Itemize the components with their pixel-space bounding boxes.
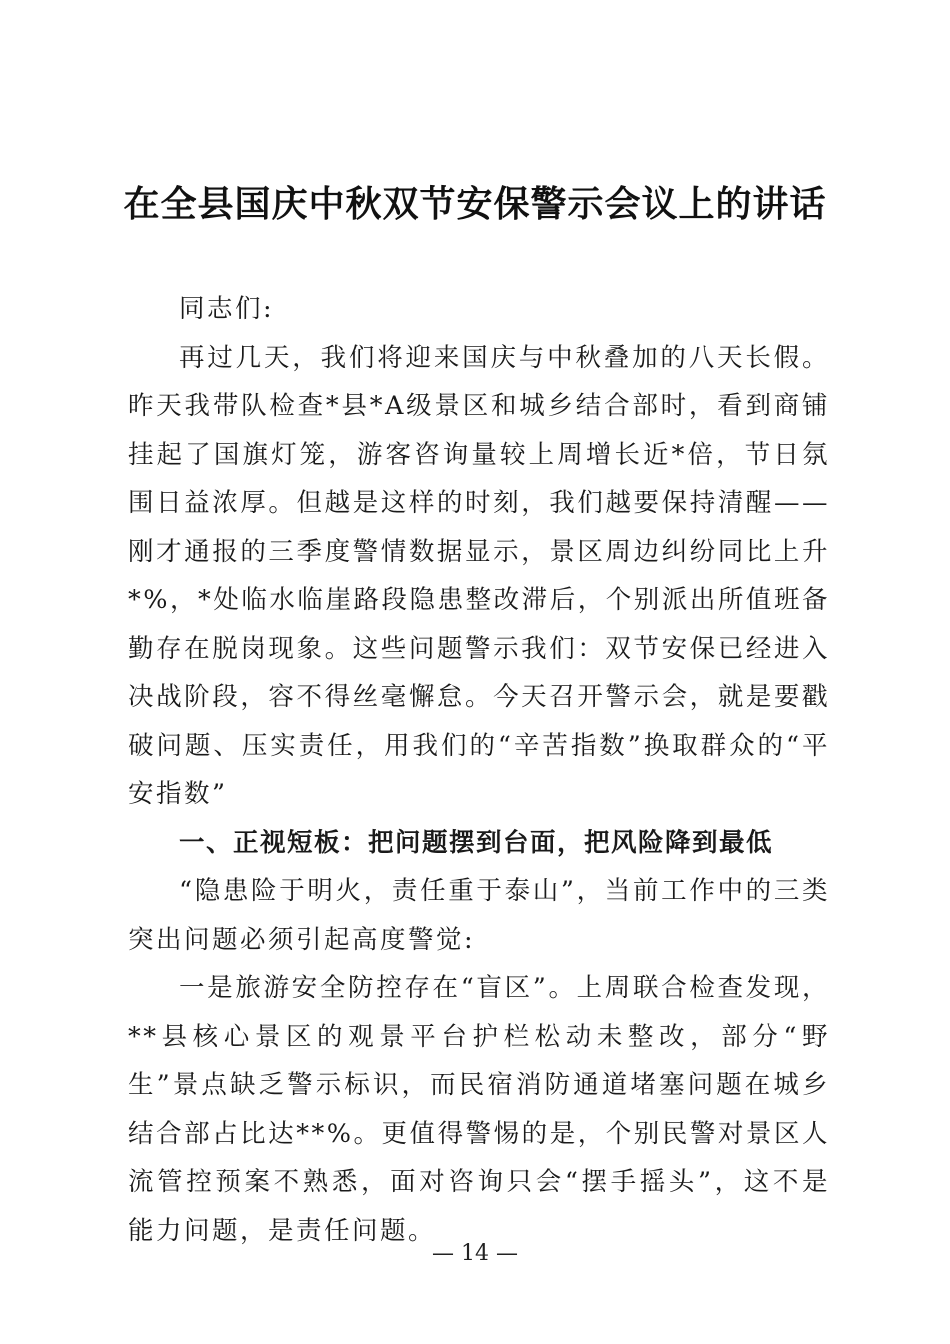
paragraph-quote: “隐患险于明火，责任重于泰山”，当前工作中的三类突出问题必须引起高度警觉:	[128, 876, 830, 955]
salutation: 同志们:	[179, 294, 275, 324]
paragraph-point-one: 一是旅游安全防控存在“盲区”。上周联合检查发现，**县核心景区的观景平台护栏松动未整改，部分“野生”景点缺乏警示标识，而民宿消防通道堵塞问题在城乡结合部占比达**%。更值得警惕的是，个别民警对景区人流管控预案不熟悉，面对咨询只会“摆手摇头”，这不是能力问题，是责任问题。	[128, 973, 830, 1246]
document-body	[128, 285, 830, 1255]
section-heading: 一、正视短板：把问题摆到台面，把风险降到最低	[179, 827, 774, 858]
paragraph-intro: 再过几天，我们将迎来国庆与中秋叠加的八天长假。昨天我带队检查*县*A级景区和城乡结合部时，看到商铺挂起了国旗灯笼，游客咨询量较上周增长近*倍，节日氛围日益浓厚。但越是这样的时刻，我们越要保持清醒——刚才通报的三季度警情数据显示，景区周边纠纷同比上升*%，*处临水临崖路段隐患整改滞后，个别派出所值班备勤存在脱岗现象。这些问题警示我们：双节安保已经进入决战阶段，容不得丝毫懈怠。今天召开警示会，就是要戳破问题、压实责任，用我们的“辛苦指数”换取群众的“平安指数”	[128, 342, 830, 809]
page-number: — 14 —	[432, 1241, 518, 1266]
document-title: 在全县国庆中秋双节安保警示会议上的讲话	[123, 184, 827, 225]
